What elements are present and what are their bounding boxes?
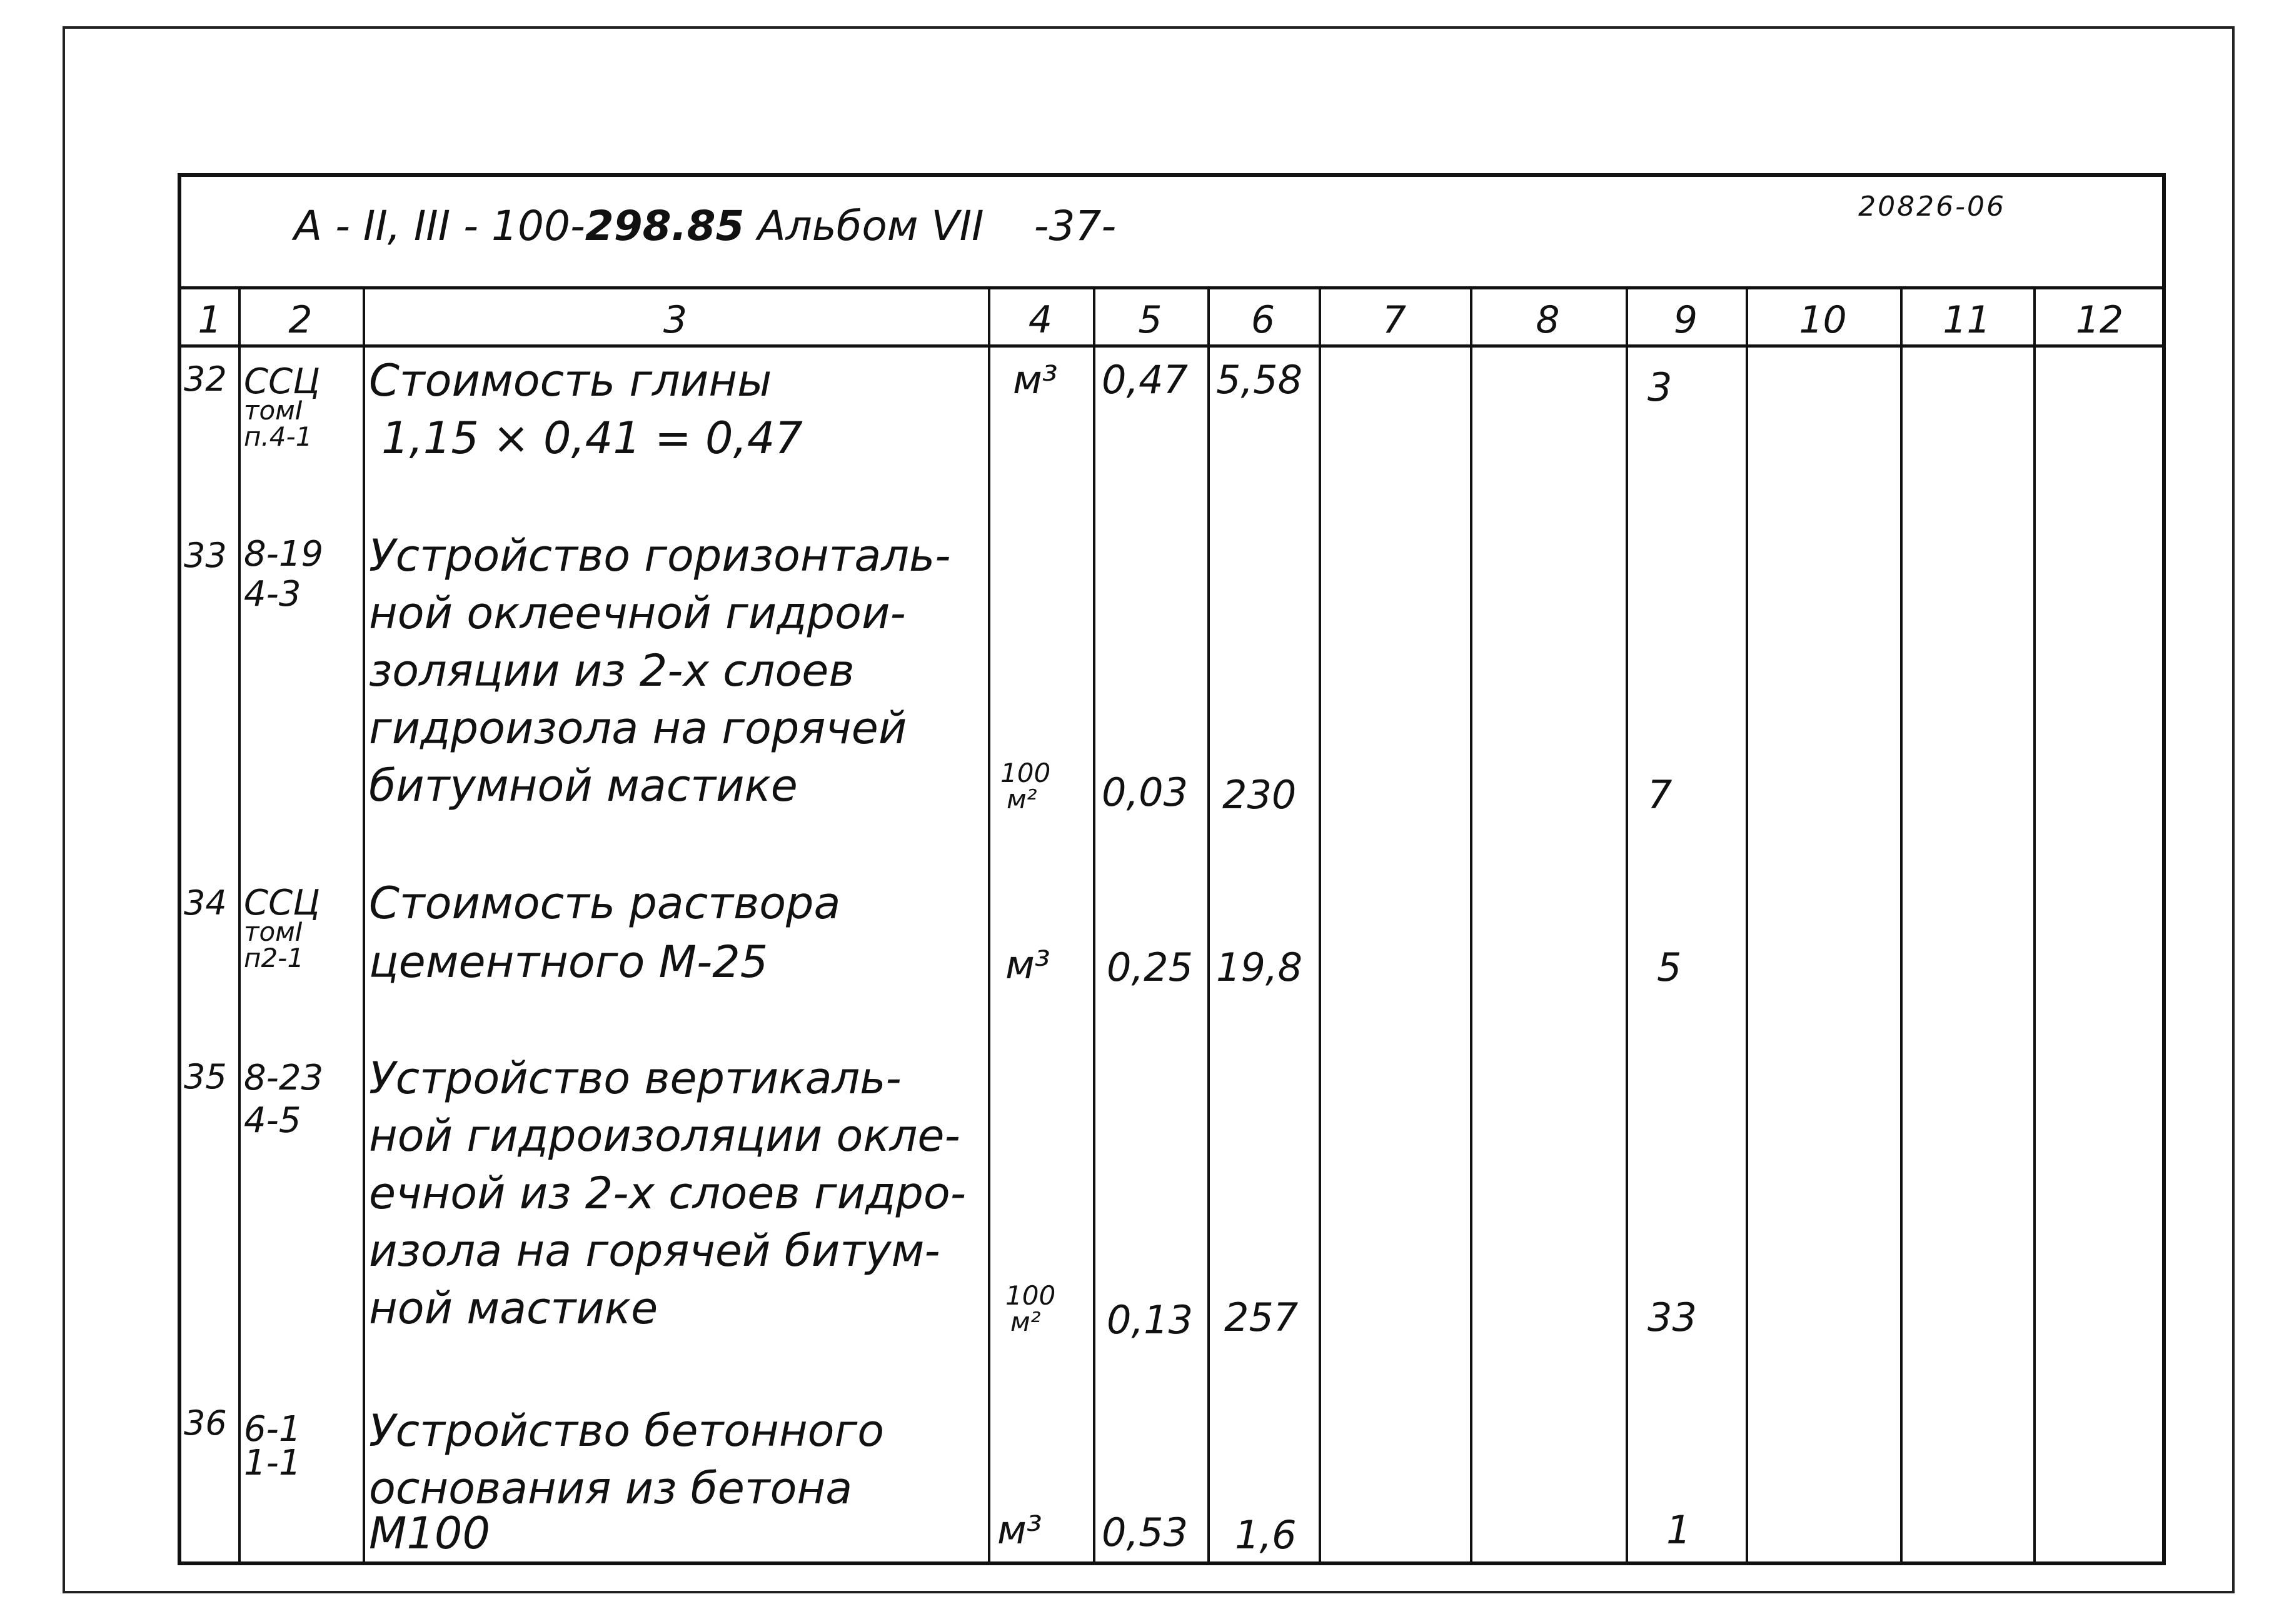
work-description: 1,15 × 0,41 = 0,47 xyxy=(381,413,803,464)
work-description: ной оклеечной гидрои- xyxy=(369,588,906,639)
col9-value: 3 xyxy=(1648,364,1673,410)
work-description: изола на горячей битум- xyxy=(369,1225,940,1276)
norm-code: томI xyxy=(244,395,303,426)
norm-code: 1-1 xyxy=(244,1443,301,1483)
quantity: 0,53 xyxy=(1102,1510,1189,1555)
title-suffix: Альбом VII xyxy=(744,202,984,250)
unit-price: 19,8 xyxy=(1216,945,1303,990)
column-number: 4 xyxy=(1028,298,1053,342)
col-divider xyxy=(1207,289,1210,1561)
column-number: 7 xyxy=(1382,298,1407,342)
work-description: золяции из 2-х слоев xyxy=(369,645,855,696)
page-number: -37- xyxy=(1034,202,1117,250)
row-number: 36 xyxy=(184,1403,227,1443)
unit: м³ xyxy=(1005,942,1050,988)
sheet-code: 20826-06 xyxy=(1858,191,2006,223)
unit: м² xyxy=(1007,784,1037,815)
norm-code: 8-19 xyxy=(244,534,324,574)
unit: м³ xyxy=(1013,357,1058,403)
unit-price: 230 xyxy=(1222,772,1297,818)
norm-code: томI xyxy=(244,916,303,947)
work-description: ечной из 2-х слоев гидро- xyxy=(369,1168,967,1219)
row-number: 35 xyxy=(184,1057,227,1096)
norm-code: 8-23 xyxy=(244,1058,324,1098)
column-number: 6 xyxy=(1250,298,1275,342)
quantity: 0,47 xyxy=(1102,357,1189,403)
column-number: 12 xyxy=(2075,298,2124,342)
norm-code: 4-5 xyxy=(244,1100,301,1141)
unit: м³ xyxy=(997,1507,1042,1553)
unit: м² xyxy=(1010,1306,1041,1337)
col-divider xyxy=(1900,289,1903,1561)
col-divider xyxy=(238,289,241,1561)
sheet-header xyxy=(181,177,2162,289)
work-description: цементного М-25 xyxy=(369,936,768,988)
unit-price: 5,58 xyxy=(1216,357,1303,403)
norm-code: ССЦ xyxy=(244,361,320,402)
quantity: 0,03 xyxy=(1102,769,1189,815)
title-prefix: А - II, III - 100- xyxy=(294,202,585,250)
col9-value: 5 xyxy=(1657,945,1682,990)
column-number: 5 xyxy=(1138,298,1162,342)
unit-price: 1,6 xyxy=(1235,1512,1297,1558)
col-divider xyxy=(988,289,990,1561)
col-divider xyxy=(1093,289,1095,1561)
work-description: битумной мастике xyxy=(369,760,798,811)
work-description: Устройство вертикаль- xyxy=(369,1053,902,1104)
quantity: 0,25 xyxy=(1107,945,1194,990)
col-divider xyxy=(1626,289,1628,1561)
column-number-row xyxy=(181,289,2162,348)
norm-code: ССЦ xyxy=(244,883,320,923)
work-description: основания из бетона xyxy=(369,1463,853,1514)
title-code: 298.85 xyxy=(585,202,745,250)
norm-code: п.4-1 xyxy=(244,421,313,452)
work-description: Стоимость раствора xyxy=(369,878,841,929)
column-number: 8 xyxy=(1536,298,1560,342)
unit-multiplier: 100 xyxy=(1005,1280,1056,1311)
norm-code: 6-1 xyxy=(244,1409,301,1450)
work-description: Стоимость глины xyxy=(369,355,772,406)
row-number: 32 xyxy=(184,359,227,399)
column-number: 1 xyxy=(198,298,222,342)
estimate-sheet xyxy=(178,173,2166,1565)
column-number: 11 xyxy=(1943,298,1991,342)
column-number: 9 xyxy=(1673,298,1698,342)
col-divider xyxy=(363,289,365,1561)
norm-code: п2-1 xyxy=(244,943,304,973)
sheet-title xyxy=(294,202,1116,250)
row-number: 33 xyxy=(184,536,227,575)
col-divider xyxy=(1470,289,1472,1561)
col-divider xyxy=(2033,289,2036,1561)
col9-value: 1 xyxy=(1666,1507,1691,1553)
col-divider xyxy=(1319,289,1321,1561)
work-description: гидроизола на горячей xyxy=(369,703,907,754)
work-description: М100 xyxy=(369,1508,491,1559)
col9-value: 7 xyxy=(1648,772,1673,818)
col-divider xyxy=(1746,289,1748,1561)
work-description: Устройство бетонного xyxy=(369,1405,885,1456)
unit-multiplier: 100 xyxy=(1000,758,1051,788)
work-description: ной мастике xyxy=(369,1283,658,1334)
quantity: 0,13 xyxy=(1107,1297,1194,1343)
work-description: Устройство горизонталь- xyxy=(369,530,951,581)
col9-value: 33 xyxy=(1648,1295,1697,1340)
column-number: 3 xyxy=(663,298,688,342)
unit-price: 257 xyxy=(1224,1295,1299,1340)
norm-code: 4-3 xyxy=(244,574,301,614)
column-number: 10 xyxy=(1799,298,1847,342)
row-number: 34 xyxy=(184,883,227,923)
work-description: ной гидроизоляции окле- xyxy=(369,1110,960,1161)
column-number: 2 xyxy=(288,298,313,342)
